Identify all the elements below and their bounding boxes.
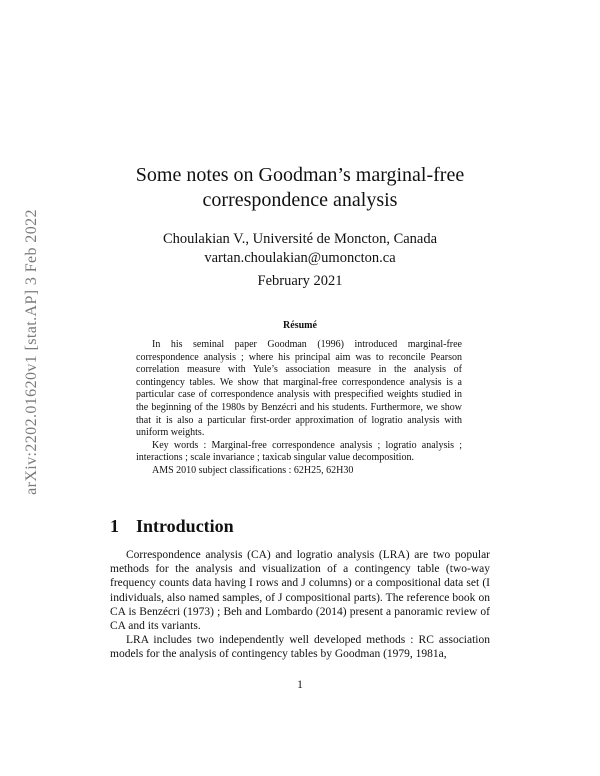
abstract-keywords: Key words : Marginal-free correspondence analysis ; logratio analysis ; interactions ; scale invariance ; taxicab singular value decomposition.	[136, 439, 462, 464]
abstract-text: In his seminal paper Goodman (1996) introduced marginal-free correspondence analysis ; where his principal aim was to reconcile Pearson correlation measure with Yule’s association measure in the analysis of contingency tables. We show that marginal-free correspondence analysis is a particular case of correspondence analysis with prespecified weights studied in the beginning of the 1980s by Benzécri and his students. Furthermore, we show that it is also a particular first-order approximation of logratio analysis with uniform weights.	[136, 339, 462, 439]
author-email: vartan.choulakian@umoncton.ca	[204, 250, 396, 266]
page-number: 1	[297, 679, 303, 691]
author-affiliation: Choulakian V., Université de Moncton, Canada	[162, 231, 438, 247]
section-number: 1	[110, 516, 119, 536]
paper-title	[110, 163, 490, 213]
body-text	[110, 548, 490, 662]
abstract-heading: Résumé	[283, 320, 317, 331]
abstract-ams: AMS 2010 subject classifications : 62H25, 62H30	[152, 464, 354, 476]
paragraph-1: Correspondence analysis (CA) and logratio analysis (LRA) are two popular methods for the analysis and visualization of a contingency table (two-way frequency counts data having I rows and J columns) or a compositional data set (I individuals, also named samples, of J compositional parts). The reference book on CA is Benzécri (1973) ; Beh and Lombardo (2014) present a panoramic review of CA and its variants.	[110, 549, 490, 633]
abstract	[136, 339, 462, 478]
section-heading	[110, 516, 234, 537]
author-block	[110, 230, 490, 268]
paper-date: February 2021	[257, 273, 343, 289]
arxiv-identifier: arXiv:2202.01620v1 [stat.AP] 3 Feb 2022	[23, 209, 40, 495]
section-title: Introduction	[136, 516, 234, 536]
title-line-1: Some notes on Goodman’s marginal-free	[135, 164, 465, 186]
title-line-2: correspondence analysis	[202, 189, 398, 211]
paragraph-2: LRA includes two independently well developed methods : RC association models for the analysis of contingency tables by Goodman (1979, 1981a,	[110, 634, 490, 661]
